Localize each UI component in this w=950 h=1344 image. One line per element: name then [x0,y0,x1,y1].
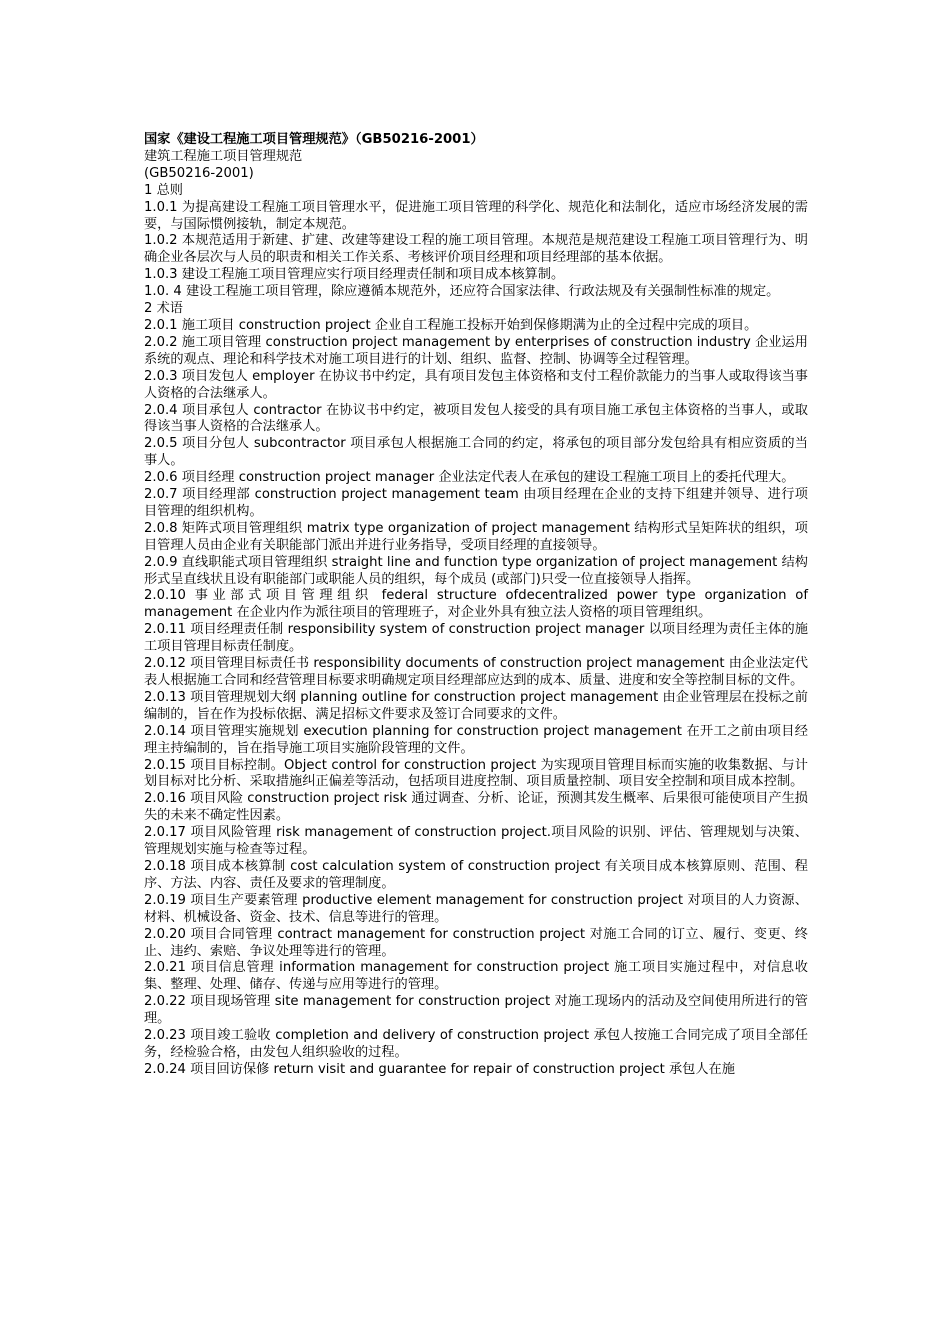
clause-2-0-1: 2.0.1 施工项目 construction project 企业自工程施工投标开始到保修期满为止的全过程中完成的项目。 [144,317,758,333]
clause-2-0-9: 2.0.9 直线职能式项目管理组织 straight line and function type organization of project management 结构形式呈直线状且设有职能部门或职能人员的组织，每个成员 (或部门)只受一位直接领导人指挥。 [144,554,808,587]
clause-2-0-3: 2.0.3 项目发包人 employer 在协议书中约定，具有项目发包主体资格和支付工程价款能力的当事人或取得该当事人资格的合法继承人。 [144,368,808,401]
heading-terms: 2 术语 [144,301,183,317]
heading-general: 1 总则 [144,182,183,198]
document-title: 国家《建设工程施工项目管理规范》（GB50216-2001） [144,132,484,147]
clause-2-0-4: 2.0.4 项目承包人 contractor 在协议书中约定，被项目发包人接受的具有项目施工承包主体资格的当事人，或取得该当事人资格的合法继承人。 [144,402,808,435]
clause-2-0-8: 2.0.8 矩阵式项目管理组织 matrix type organization of project management 结构形式呈矩阵状的组织，项目管理人员由企业有关职能部门派出并进行业务指导，受项目经理的直接领导。 [144,520,808,553]
clause-2-0-10: 2.0.10 事业部式项目管理组织 federal structure ofdecentralized power type organization of management 在企业内作为派往项目的管理班子，对企业外具有独立法人资格的项目管理组织。 [144,588,808,621]
clause-2-0-20: 2.0.20 项目合同管理 contract management for construction project 对施工合同的订立、履行、变更、终止、违约、索赔、争议处理等进行的管理。 [144,926,808,959]
clause-2-0-12: 2.0.12 项目管理目标责任书 responsibility documents of construction project management 由企业法定代表人根据施工合同和经营管理目标要求明确规定项目经理部应达到的成本、质量、进度和安全等控制目标的文件。 [144,656,808,688]
clause-2-0-5: 2.0.5 项目分包人 subcontractor 项目承包人根据施工合同的约定，将承包的项目部分发包给具有相应资质的当事人。 [144,436,808,469]
clause-2-0-22: 2.0.22 项目现场管理 site management for construction project 对施工现场内的活动及空间使用所进行的管理。 [144,994,808,1027]
clause-2-0-16: 2.0.16 项目风险 construction project risk 通过调查、分析、论证，预测其发生概率、后果很可能使项目产生损失的未来不确定性因素。 [144,791,808,824]
clause-2-0-13: 2.0.13 项目管理规划大纲 planning outline for construction project management 由企业管理层在投标之前编制的，旨在作为投标依据、满足招标文件要求及签订合同要求的文件。 [144,689,808,722]
clause-2-0-24: 2.0.24 项目回访保修 return visit and guarantee for repair of construction project 承包人在施 [144,1061,735,1077]
clause-2-0-18: 2.0.18 项目成本核算制 cost calculation system of construction project 有关项目成本核算原则、范围、程序、方法、内容、责任及要求的管理制度。 [144,858,808,891]
clause-2-0-21: 2.0.21 项目信息管理 information management for construction project 施工项目实施过程中，对信息收集、整理、处理、储存、传递与应用等进行的管理。 [144,960,808,993]
clause-2-0-11: 2.0.11 项目经理责任制 responsibility system of construction project manager 以项目经理为责任主体的施工项目管理目标责任制度。 [144,622,808,655]
clause-1-0-1: 1.0.1 为提高建设工程施工项目管理水平，促进施工项目管理的科学化、规范化和法制化，适应市场经济发展的需要，与国际惯例接轨，制定本规范。 [144,199,808,232]
clause-2-0-17: 2.0.17 项目风险管理 risk management of construction project.项目风险的识别、评估、管理规划与决策、管理规划实施与检查等过程。 [144,825,808,858]
clause-2-0-7: 2.0.7 项目经理部 construction project management team 由项目经理在企业的支持下组建并领导、进行项目管理的组织机构。 [144,487,808,519]
clause-1-0-4: 1.0. 4 建设工程施工项目管理，除应遵循本规范外，还应符合国家法律、行政法规及有关强制性标准的规定。 [144,284,780,300]
clause-1-0-2: 1.0.2 本规范适用于新建、扩建、改建等建设工程的施工项目管理。本规范是规范建设工程施工项目管理行为、明确企业各层次与人员的职责和相关工作关系、考核评价项目经理和项目经理部的基本依据。 [144,233,808,266]
clause-2-0-6: 2.0.6 项目经理 construction project manager 企业法定代表人在承包的建设工程施工项目上的委托代理大。 [144,470,795,486]
clause-2-0-2: 2.0.2 施工项目管理 construction project management by enterprises of construction industry 企业运用系统的观点、理论和科学技术对施工项目进行的计划、组织、监督、控制、协调等全过程管理。 [144,334,808,367]
paragraph-code: (GB50216-2001) [144,165,254,181]
clause-2-0-23: 2.0.23 项目竣工验收 completion and delivery of construction project 承包人按施工合同完成了项目全部任务，经检验合格，由发包人组织验收的过程。 [144,1028,808,1060]
clause-2-0-15: 2.0.15 项目目标控制。Object control for construction project 为实现项目管理目标而实施的收集数据、与计划目标对比分析、采取措施纠正偏差等活动，包括项目进度控制、项目质量控制、项目安全控制和项目成本控制。 [144,757,808,790]
clause-1-0-3: 1.0.3 建设工程施工项目管理应实行项目经理责任制和项目成本核算制。 [144,267,565,283]
paragraph-subtitle: 建筑工程施工项目管理规范 [144,148,303,164]
document-page [144,132,808,1079]
clause-2-0-19: 2.0.19 项目生产要素管理 productive element management for construction project 对项目的人力资源、材料、机械设备、资金、技术、信息等进行的管理。 [144,892,808,925]
clause-2-0-14: 2.0.14 项目管理实施规划 execution planning for construction project management 在开工之前由项目经理主持编制的，旨在指导施工项目实施阶段管理的文件。 [144,723,808,756]
